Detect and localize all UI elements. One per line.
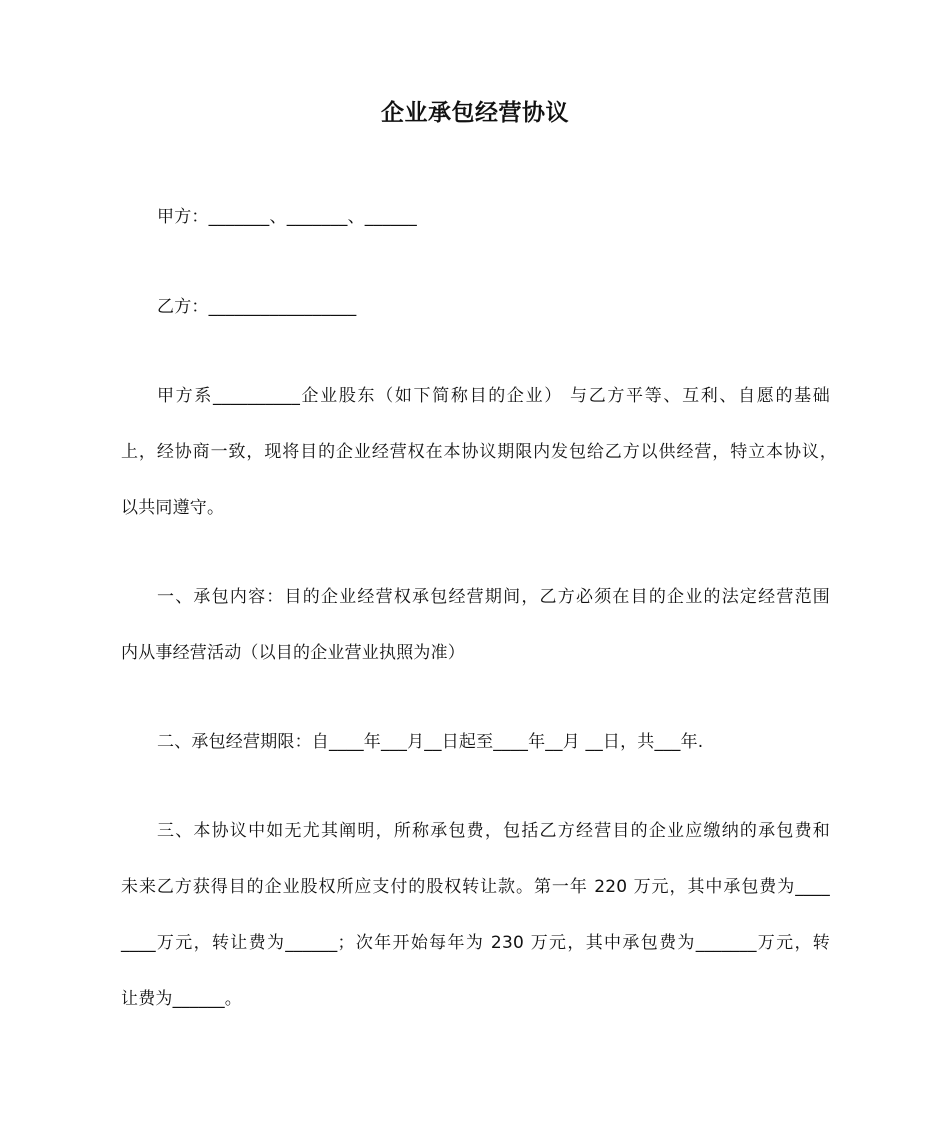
intro-paragraph-line-2: 上，经协商一致，现将目的企业经营权在本协议期限内发包给乙方以供经营，特立本协议， (121, 442, 837, 462)
clause-2-line-1: 二、承包经营期限：自____年___月__日起至____年__月 __日，共___年. (157, 732, 704, 752)
party-b-line: 乙方：_________________ (157, 297, 357, 317)
party-a-line: 甲方：_______、_______、______ (157, 207, 417, 227)
intro-paragraph-line-1: 甲方系__________企业股东（如下简称目的企业） 与乙方平等、互利、自愿的基础 (157, 386, 830, 406)
clause-3-line-3: ____万元，转让费为______；次年开始每年为 230 万元，其中承包费为_______万元，转 (121, 933, 830, 953)
document-title: 企业承包经营协议 (381, 100, 569, 126)
clause-3-line-4: 让费为______。 (121, 989, 242, 1009)
clause-1-line-1: 一、承包内容：目的企业经营权承包经营期间，乙方必须在目的企业的法定经营范围 (157, 587, 830, 607)
intro-paragraph-line-3: 以共同遵守。 (121, 498, 225, 518)
clause-1-line-2: 内从事经营活动（以目的企业营业执照为准） (121, 643, 465, 663)
clause-3-line-2: 未来乙方获得目的企业股权所应支付的股权转让款。第一年 220 万元，其中承包费为____ (121, 877, 830, 897)
clause-3-line-1: 三、本协议中如无尤其阐明，所称承包费，包括乙方经营目的企业应缴纳的承包费和 (157, 821, 830, 841)
